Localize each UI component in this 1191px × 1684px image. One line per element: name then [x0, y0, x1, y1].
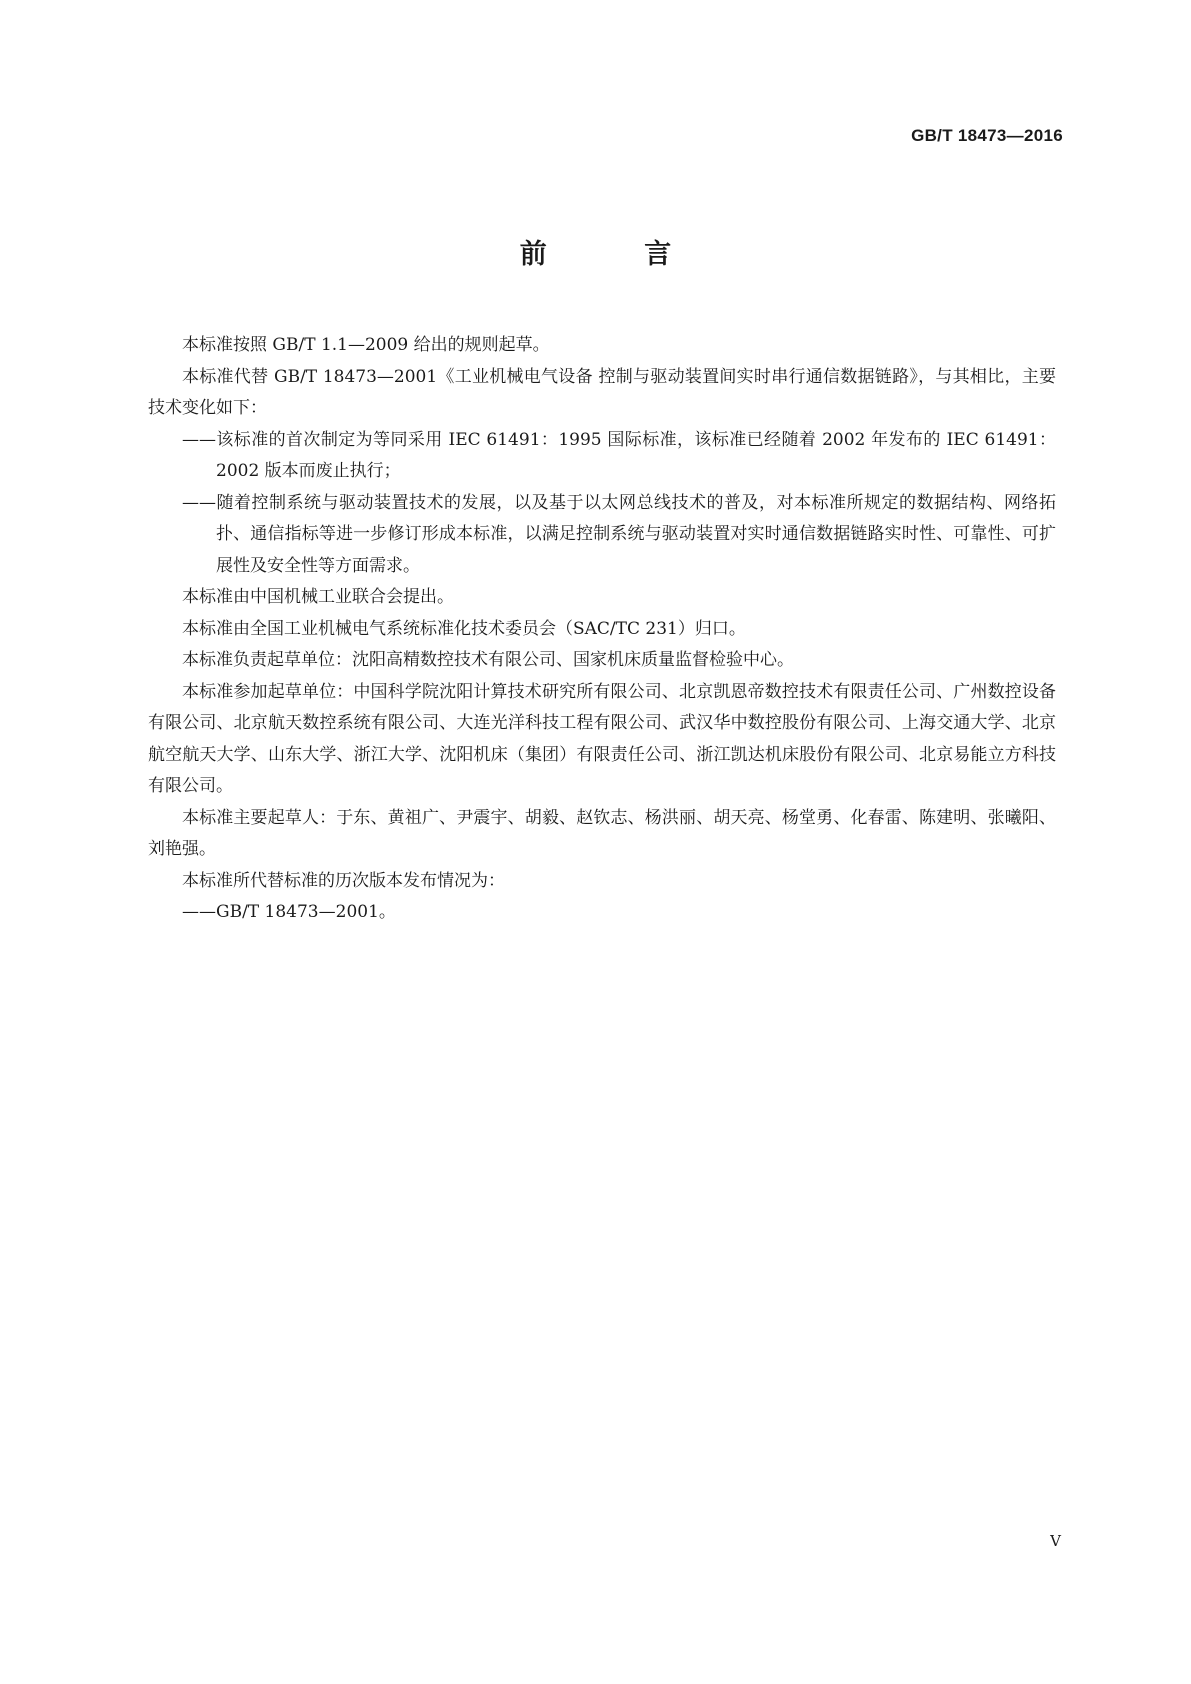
page-number: V — [1050, 1532, 1061, 1550]
paragraph-proposed-by: 本标准由中国机械工业联合会提出。 — [182, 587, 454, 607]
foreword-body — [148, 330, 1056, 929]
list-item-change-2: ——随着控制系统与驱动装置技术的发展，以及基于以太网总线技术的普及，对本标准所规定的数据结构、网络拓扑、通信指标等进一步修订形成本标准，以满足控制系统与驱动装置对实时通信数据链路实时性、可靠性、可扩展性及安全性等方面需求。 — [182, 492, 1056, 576]
list-item-previous-version: ——GB/T 18473—2001。 — [182, 902, 396, 922]
paragraph-participating-drafters: 本标准参加起草单位：中国科学院沈阳计算技术研究所有限公司、北京凯恩帝数控技术有限责任公司、广州数控设备有限公司、北京航天数控系统有限公司、大连光洋科技工程有限公司、武汉华中数控股份有限公司、上海交通大学、北京航空航天大学、山东大学、浙江大学、沈阳机床（集团）有限责任公司、浙江凯达机床股份有限公司、北京易能立方科技有限公司。 — [148, 681, 1056, 796]
paragraph-centralized-by: 本标准由全国工业机械电气系统标准化技术委员会（SAC/TC 231）归口。 — [182, 618, 746, 639]
list-item-change-1: ——该标准的首次制定为等同采用 IEC 61491：1995 国际标准，该标准已经随着 2002 年发布的 IEC 61491：2002 版本而废止执行； — [182, 429, 1056, 481]
paragraph-drafting-rules: 本标准按照 GB/T 1.1—2009 给出的规则起草。 — [182, 335, 550, 355]
paragraph-main-authors: 本标准主要起草人：于东、黄祖广、尹震宇、胡毅、赵钦志、杨洪丽、胡天亮、杨堂勇、化春雷、陈建明、张曦阳、刘艳强。 — [148, 807, 1056, 859]
paragraph-history: 本标准所代替标准的历次版本发布情况为： — [182, 870, 505, 891]
paragraph-lead-drafter: 本标准负责起草单位：沈阳高精数控技术有限公司、国家机床质量监督检验中心。 — [182, 650, 794, 670]
paragraph-replaces: 本标准代替 GB/T 18473—2001《工业机械电气设备 控制与驱动装置间实时串行通信数据链路》，与其相比，主要技术变化如下： — [148, 366, 1056, 418]
standard-code: GB/T 18473—2016 — [911, 126, 1063, 145]
page-title: 前 言 — [519, 239, 716, 270]
